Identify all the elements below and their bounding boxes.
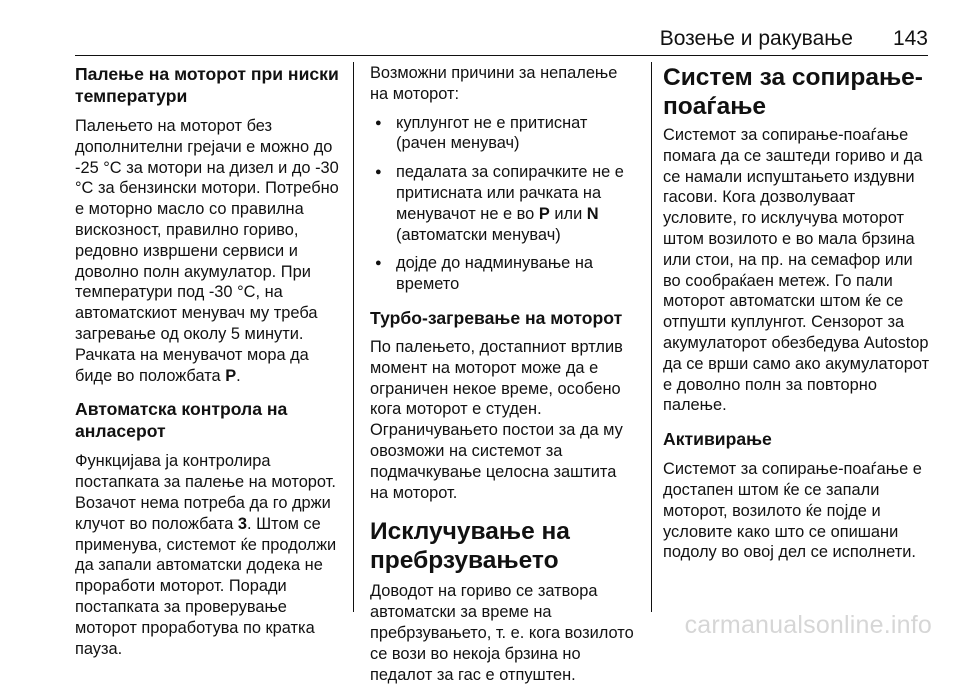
page-header	[0, 0, 960, 56]
watermark: carmanualsonline.info	[684, 611, 932, 639]
list-item: ● куплунгот не е притиснат (рачен менувач)	[370, 113, 638, 155]
heading-turbo-warmup: Турбо-загревање на моторот	[370, 307, 623, 328]
column-1	[75, 63, 347, 659]
list-item: ● дојде до надминување на времето	[370, 253, 638, 295]
column-2	[370, 63, 638, 685]
paragraph-stop-start-system: Системот за сопирање-поаѓање помага да се заштеди гориво и да се намали испуштањето издувни гасови. Кога дозволуваат условите, го исклучува моторот штом возилото е во мала брзина или стои, на пр. на семафор или во сообраќаен метеж. Го пали моторот автоматски штом ќе се отпушти куплунгот. Сензорот за акумулаторот обезбедува Autostop да се врши само ако акумулаторот е доволно полн за повторно палење.	[663, 126, 930, 415]
heading-stop-start-system: Систем за сопирање-поаѓање	[663, 64, 923, 120]
header-rule	[75, 55, 928, 56]
paragraph-overrun-cutoff: Доводот на гориво се затвора автоматски за време на пребрзувањето, т. е. кога возилото се вози во некоја брзина но педалот за гас е отпуштен.	[370, 582, 634, 684]
heading-activation: Активирање	[663, 429, 772, 450]
column-divider-2	[651, 62, 652, 612]
list-item: ● педалата за сопирачките не е притисната или рачката на менувачот не е во P или N (автоматски менувач)	[370, 162, 638, 245]
paragraph-starter-control: Функцијава ја контролира постапката за палење на моторот. Возачот нема потреба да го држи клучот во положбата 3. Штом се применува, системот ќе продолжи да запали автоматски додека не проработи моторот. Поради постапката за проверување моторот проработува по кратка пауза.	[75, 452, 337, 658]
heading-cold-start: Палење на моторот при ниски температури	[75, 64, 339, 106]
key-position-3: 3	[237, 514, 248, 533]
heading-starter-control: Автоматска контрола на анласерот	[75, 399, 288, 442]
paragraph-cold-start: Палењето на моторот без дополнителни грејачи е можно до -25 °C за мотори на дизел и до -30 °C за бензински мотори. Потребно е моторно масло со правилна вискозност, правилно гориво, редовно извршени сервиси и доволно полн акумулатор. При температури под -30 °C, на автоматскиот менувач му треба загревање од околу 5 минути. Рачката на менувачот мора да биде во положбата P.	[75, 117, 339, 385]
running-header-title: Возење и ракување	[659, 27, 853, 50]
heading-overrun-cutoff: Исклучување на пребрзувањето	[370, 518, 570, 575]
column-divider-1	[353, 62, 354, 612]
page-number: 143	[892, 27, 928, 50]
paragraph-possible-causes: Возможни причини за непалење на моторот:	[370, 64, 618, 103]
column-3	[663, 63, 933, 563]
paragraph-turbo-warmup: По палењето, достапниот вртлив момент на моторот може да е ограничен некое време, особено кога моторот е студен. Ограничувањето постои за да му овозможи на системот за подмачкување целосна заштита на моторот.	[370, 337, 623, 502]
paragraph-activation: Системот за сопирање-поаѓање е достапен штом ќе се запали моторот, возилото ќе појде и условите како што се опишани подолу во овој дел се исполнети.	[663, 460, 922, 562]
causes-list	[370, 113, 638, 295]
gear-position-p: P	[225, 366, 237, 385]
